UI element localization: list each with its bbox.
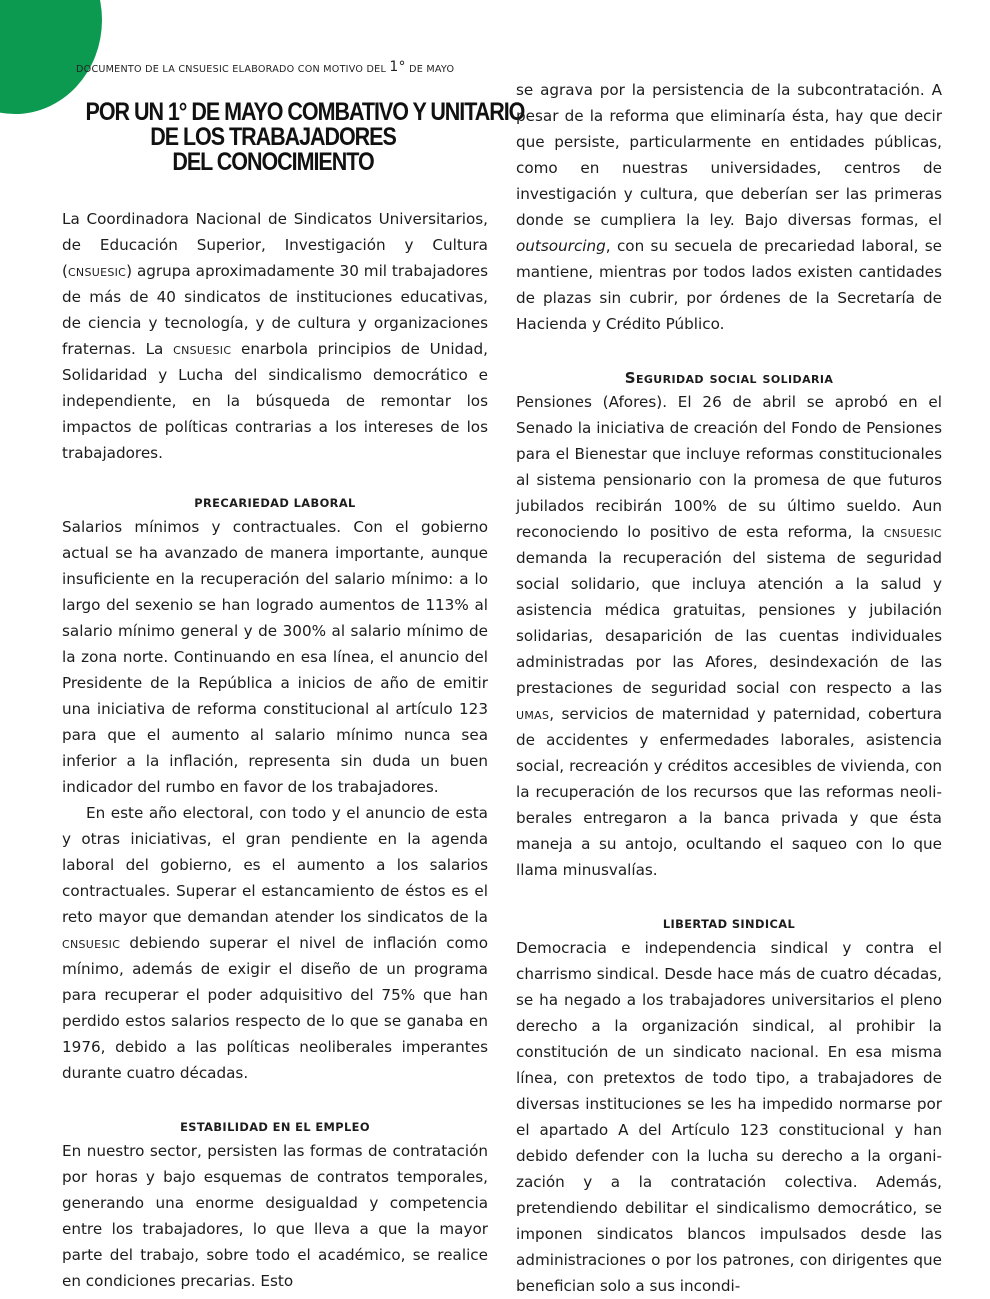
text-run: , servicios de maternidad y paternidad, cobertura de accidentes y enfermedades laborales, asistencia social, recreación y créditos accesibles de vivienda, con la recuperación de los recursos que las reformas neoliberales entregaron a la banca privada y que ésta maneja a su antojo, ocultando el saqueo con lo que llama minusvalías. — [516, 705, 942, 879]
acronym: cnsuesic — [173, 340, 232, 358]
page-title — [85, 98, 525, 176]
section-heading-estabilidad: ESTABILIDAD EN EL EMPLEO — [180, 1120, 370, 1134]
seguridad-paragraph-1 — [516, 389, 942, 883]
kicker-text-end: DE MAYO — [405, 64, 455, 75]
section-heading-precariedad: PRECARIEDAD LABORAL — [194, 496, 356, 510]
title-line: DEL CONOCIMIENTO — [172, 148, 374, 176]
acronym: cnsuesic — [62, 934, 121, 952]
section-heading-seguridad: Seguridad social solidaria — [624, 369, 834, 387]
precariedad-paragraph-1: Salarios mínimos y contractuales. Con el gobierno actual se ha avanzado de manera importante, aunque insuficiente en la recuperación del salario mínimo: a lo largo del sexenio se han logrado aumentos de 113% al salario mínimo general y de 300% al salario mínimo de la zona norte. Continuando en esa línea, el anuncio del Presidente de la República a inicios de año de emitir una iniciativa de reforma constitucional al artículo 123 para que el aumento al salario mínimo nunca sea inferior a la inflación, representa sin duda un buen indicador del rumbo en favor de los trabajadores. — [62, 518, 488, 796]
text-run: demanda la recuperación del sistema de seguridad social solidario, que incluya atención a la salud y asistencia médica gratuitas, pensiones y jubilación solidarias, desaparición de las cuentas individuales administradas por las Afores, desindexación de las prestaciones de seguridad social con respecto a las — [516, 549, 942, 697]
text-run: ) agrupa aproximadamente 30 mil trabajadores de más de 40 sindicatos de instituciones educativas, de ciencia y tecnología, y de cultura y organizaciones fraternas. La — [62, 262, 488, 358]
kicker-text: DOCUMENTO DE LA CNSUESIC ELABORADO CON MOTIVO DEL — [76, 64, 390, 75]
acronym: umas — [516, 705, 550, 723]
text-run: , con su secuela de precariedad laboral, se mantiene, mientras por todos lados existen cantidades de plazas sin cubrir, por órdenes de la Secretaría de Hacienda y Crédito Público. — [516, 237, 942, 333]
title-line: DE LOS TRABAJADORES — [150, 123, 396, 151]
text-run: Pensiones (Afores). El 26 de abril se aprobó en el Senado la iniciativa de creación del Fondo de Pensiones para el Bienestar que incluye reformas constitucionales al sistema pensionario con la promesa de que futuros jubilados recibirán 100% de su último sueldo. Aun reconociendo lo positivo de esta reforma, la — [516, 393, 942, 541]
green-circle-decoration — [0, 0, 102, 114]
estabilidad-paragraph-continued — [516, 77, 942, 337]
text-run: debiendo superar el nivel de inflación como mínimo, además de exigir el diseño de un programa para recuperar el poder adquisitivo del 75% que han perdido estos salarios respecto de lo que se ganaba en 1976, debido a las políticas neoliberales imperantes durante cuatro décadas. — [62, 934, 488, 1082]
intro-paragraph — [62, 206, 488, 466]
precariedad-paragraph-2 — [62, 800, 488, 1086]
text-run: La Coordinadora Nacional de Sindicatos Universitarios, de Educación Superior, Investigación y Cultura ( — [62, 210, 488, 280]
text-run: En este año electoral, con todo y el anuncio de esta y otras iniciativas, el gran pendiente en la agenda laboral del gobierno, es el aumento a los salarios contractuales. Superar el estancamiento de éstos es el reto mayor que demandan atender los sindicatos de la — [62, 804, 488, 926]
italic-term: outsourcing — [516, 237, 606, 255]
estabilidad-paragraph-1: En nuestro sector, persisten las formas de contratación por horas y bajo esquemas de contratos temporales, generando una enorme desigualdad y competencia entre los trabajadores, lo que lleva a que la mayor parte del trabajo, sobre todo el académico, se realice en condiciones precarias. Esto — [62, 1142, 488, 1290]
libertad-paragraph-1: Democracia e independencia sindical y contra el charrismo sindical. Desde hace más de cuatro décadas, se ha negado a los trabajadores universitarios el pleno derecho a la organización sindical, al prohibir la constitución de un sindicato nacional. En esa misma línea, con pretextos de todo tipo, a trabajadores de diversas instituciones se les ha impedido normarse por el apartado A del Artículo 123 constitucional y han debido defender con la lucha su derecho a la organización y a la contratación colectiva. Además, pretendiendo debilitar el sindicalismo democrático, se imponen sindicatos blancos impulsados desde las administraciones o por los patrones, con dirigentes que benefician solo a sus incondi- — [516, 939, 942, 1295]
left-column — [62, 206, 488, 1294]
section-heading-libertad: LIBERTAD SINDICAL — [662, 917, 796, 931]
right-column — [516, 77, 942, 1299]
acronym: cnsuesic — [883, 523, 942, 541]
text-run: enarbola principios de Unidad, Solidaridad y Lucha del sindicalismo democrático e independiente, en la búsqueda de remontar los impactos de políticas contrarias a los intereses de los trabajadores. — [62, 340, 488, 462]
title-line: POR UN 1° DE MAYO COMBATIVO Y UNITARIO — [85, 98, 525, 126]
text-run: se agrava por la persistencia de la subcontratación. A pesar de la reforma que eliminaría ésta, hay que decir que persiste, particularmente en entidades públicas, como en nuestras universidades, centros de investigación y cultura, que deberían ser las primeras donde se cumpliera la ley. Bajo diversas formas, el — [516, 81, 942, 229]
document-kicker — [76, 60, 496, 76]
kicker-degree: 1° — [389, 59, 406, 75]
acronym: cnsuesic — [67, 262, 127, 280]
